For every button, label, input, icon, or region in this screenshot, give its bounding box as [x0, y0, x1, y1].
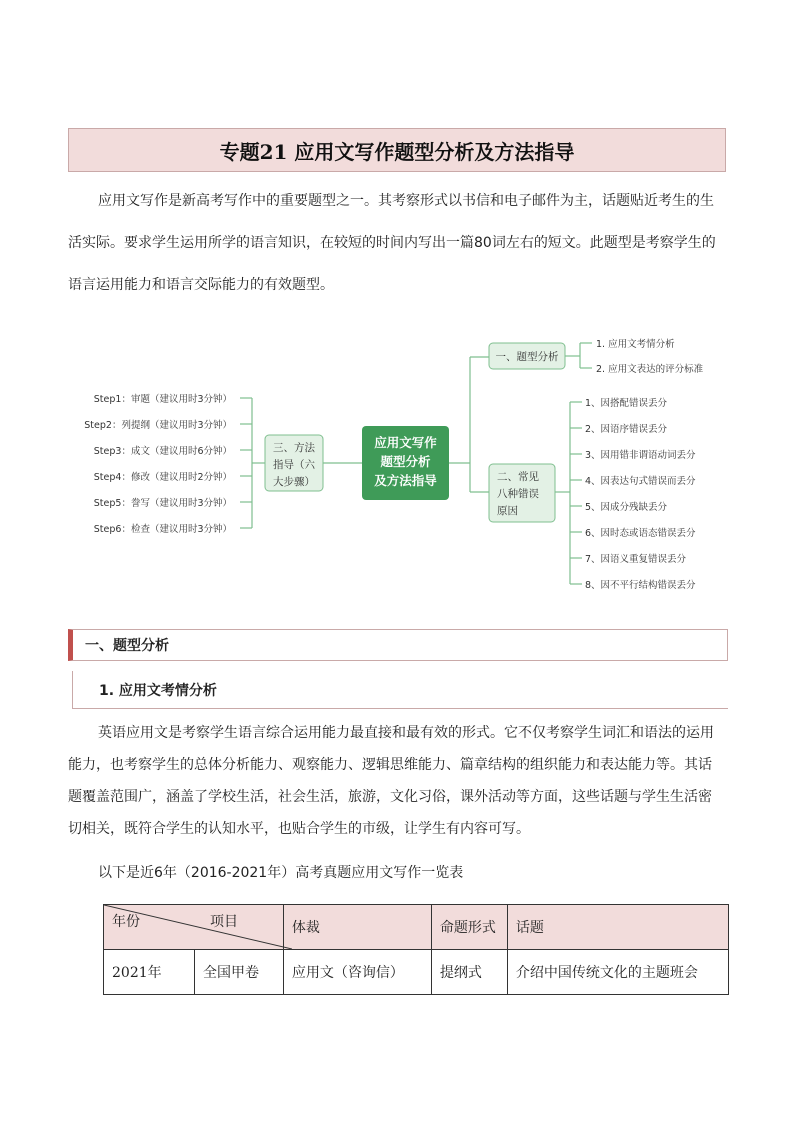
error-item-label: 5、因成分残缺丢分 [585, 502, 668, 513]
errors-node-label: 二、常见 [497, 471, 539, 483]
step-label: Step6：检查（建议用时3分钟） [93, 524, 232, 535]
step-label: Step2：列提纲（建议用时3分钟） [84, 420, 232, 431]
center-node-label: 题型分析 [380, 454, 431, 469]
analysis-item-label: 1. 应用文考情分析 [596, 339, 675, 350]
error-item-label: 6、因时态或语态错误丢分 [585, 528, 696, 539]
header-genre: 体裁 [283, 905, 431, 950]
step-label: Step1：审题（建议用时3分钟） [93, 394, 232, 405]
header-item: 项目 [210, 914, 238, 930]
center-node-label: 及方法指导 [374, 473, 437, 488]
error-item-label: 1、因搭配错误丢分 [585, 398, 668, 409]
section-paragraph: 英语应用文是考察学生语言综合运用能力最直接和最有效的形式。它不仅考察学生词汇和语法的运用能力，也考察学生的总体分析能力、观察能力、逻辑思维能力、篇章结构的组织能力和表达能力等。其话题覆盖范围广，涵盖了学校生活，社会生活，旅游，文化习俗，课外活动等方面，这些话题与学生生活密切相关，既符合学生的认知水平，也贴合学生的市级，让学生有内容可写。 [68, 725, 714, 837]
cell-paper: 全国甲卷 [195, 950, 284, 995]
cell-genre: 应用文（咨询信） [283, 950, 431, 995]
intro-paragraph: 应用文写作是新高考写作中的重要题型之一。其考察形式以书信和电子邮件为主，话题贴近考生的生活实际。要求学生运用所学的语言知识，在较短的时间内写出一篇80词左右的短文。此题型是考察学生的语言运用能力和语言交际能力的有效题型。 [68, 193, 716, 293]
header-year-item-cell [104, 905, 284, 950]
exam-table [103, 904, 729, 995]
step-label: Step3：成文（建议用时6分钟） [93, 446, 232, 457]
error-item-label: 2、因语序错误丢分 [585, 424, 668, 435]
section-heading: 一、题型分析 [68, 629, 728, 661]
method-node-label: 大步骤） [273, 476, 315, 488]
table-caption: 以下是近6年（2016-2021年）高考真题应用文写作一览表 [98, 865, 464, 881]
cell-format: 提纲式 [431, 950, 507, 995]
table-row [104, 950, 729, 995]
header-year: 年份 [112, 914, 140, 930]
header-topic: 话题 [507, 905, 728, 950]
cell-topic: 介绍中国传统文化的主题班会 [507, 950, 728, 995]
page-title: 专题21 应用文写作题型分析及方法指导 [68, 128, 726, 172]
step-label: Step5：誊写（建议用时3分钟） [93, 498, 232, 509]
error-item-label: 3、因用错非谓语动词丢分 [585, 450, 696, 461]
subsection-heading: 1. 应用文考情分析 [72, 671, 728, 709]
errors-node-label: 八种错误 [497, 488, 539, 500]
errors-node-label: 原因 [497, 505, 518, 517]
error-item-label: 7、因语义重复错误丢分 [585, 554, 687, 565]
center-node-label: 应用文写作 [374, 435, 437, 450]
analysis-item-label: 2. 应用文表达的评分标准 [596, 364, 704, 375]
mind-map [0, 320, 794, 600]
cell-year: 2021年 [104, 950, 195, 995]
header-format: 命题形式 [431, 905, 507, 950]
method-node-label: 三、方法 [273, 442, 315, 454]
error-item-label: 8、因不平行结构错误丢分 [585, 580, 696, 591]
step-label: Step4：修改（建议用时2分钟） [93, 472, 232, 483]
analysis-node-label: 一、题型分析 [495, 351, 559, 363]
method-node-label: 指导（六 [273, 459, 315, 471]
table-header-row [104, 905, 729, 950]
error-item-label: 4、因表达句式错误而丢分 [585, 476, 696, 487]
